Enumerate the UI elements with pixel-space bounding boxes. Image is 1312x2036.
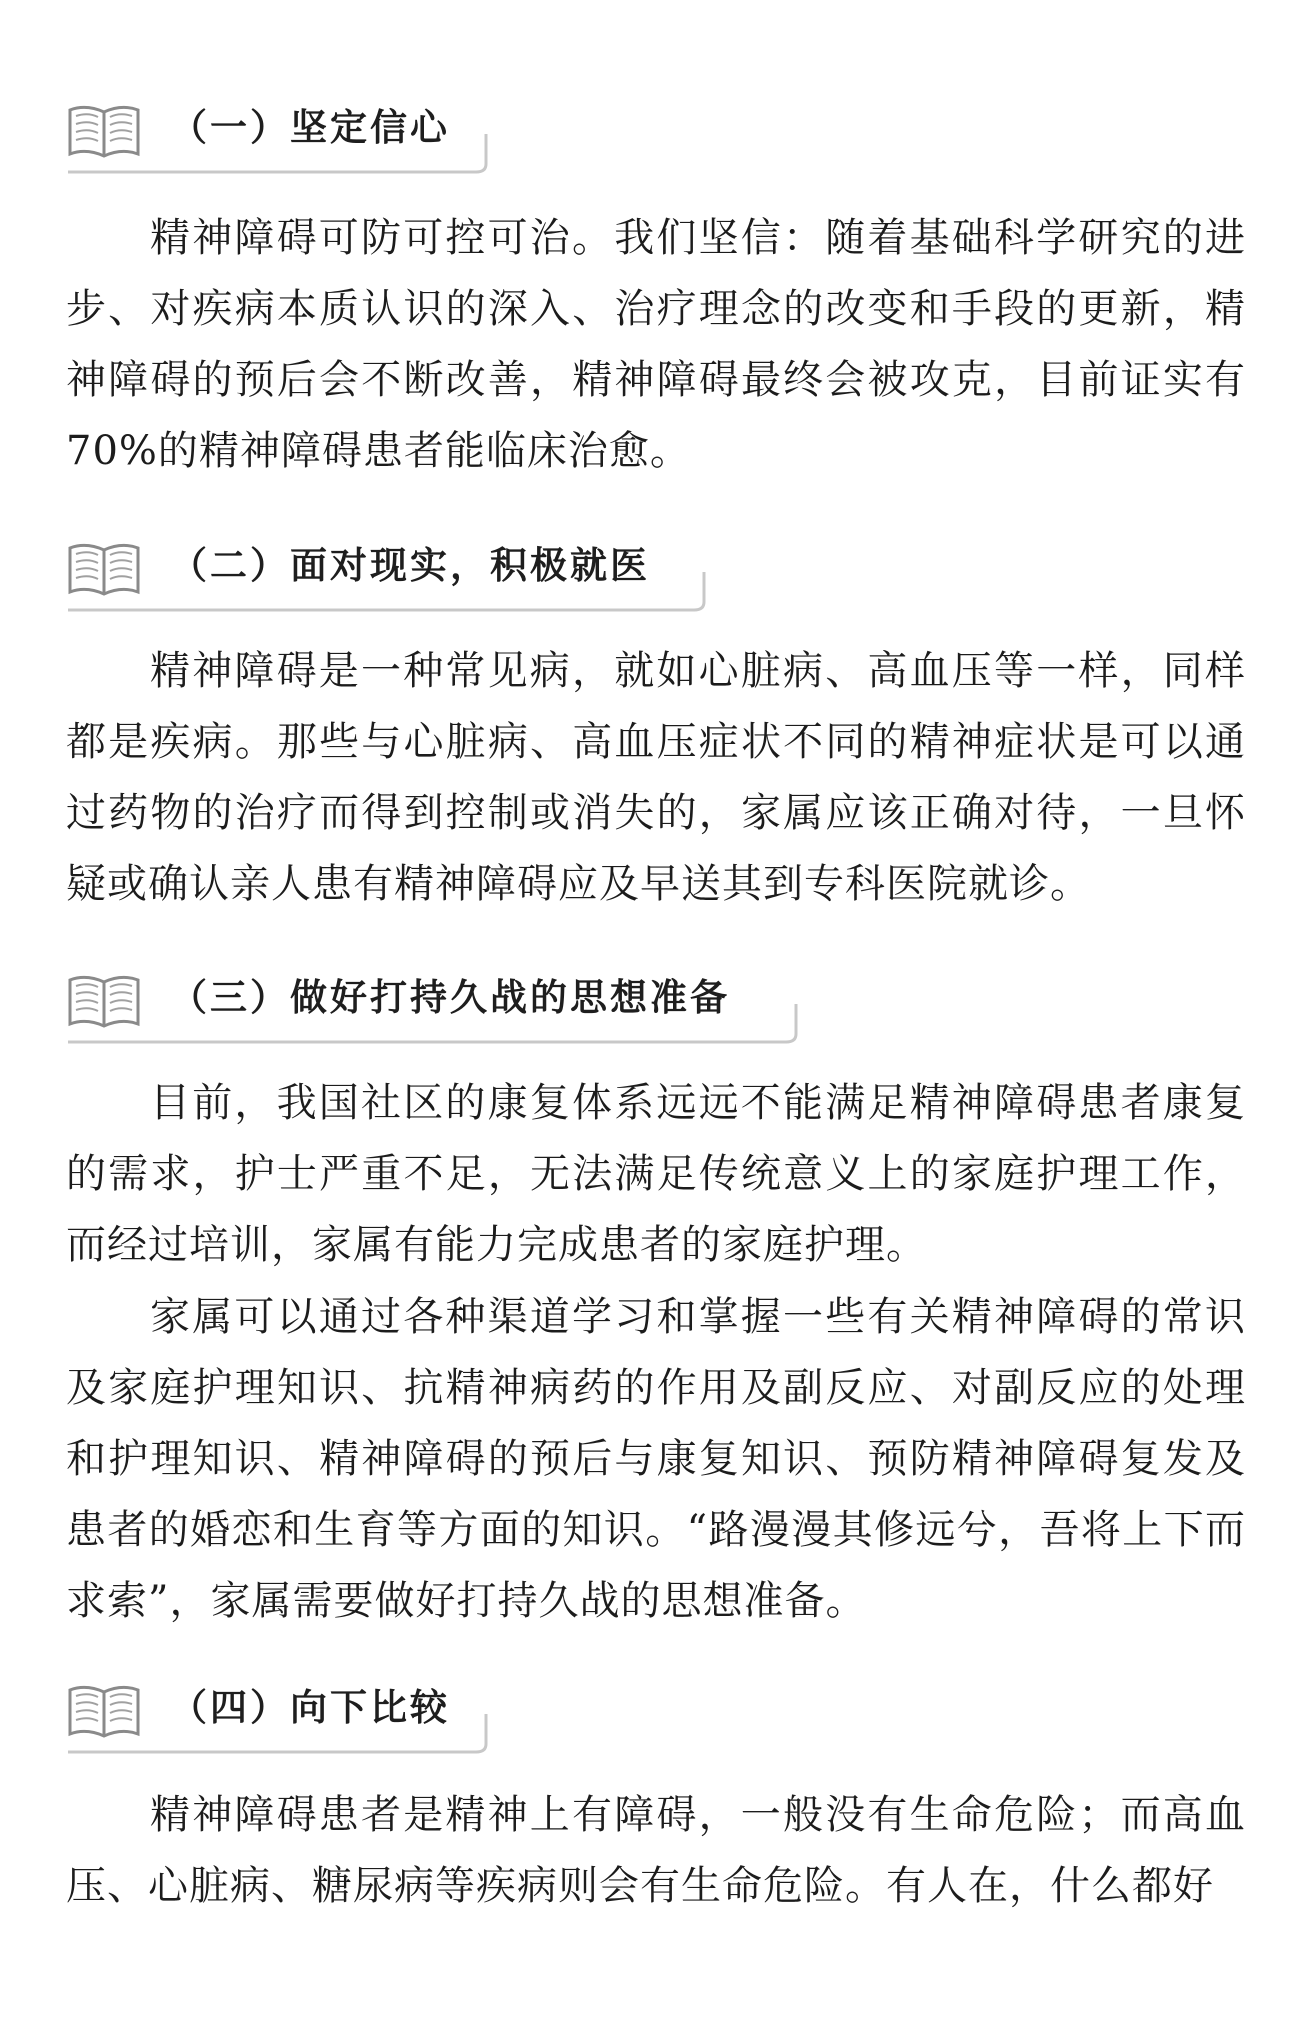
- paragraph: 精神障碍可防可控可治。我们坚信：随着基础科学研究的进步、对疾病本质认识的深入、治疗理念的改变和手段的更新，精神障碍的预后会不断改善，精神障碍最终会被攻克，目前证实有70%的精神障碍患者能临床治愈。: [66, 215, 1246, 474]
- paragraph: 精神障碍是一种常见病，就如心脏病、高血压等一样，同样都是疾病。那些与心脏病、高血压症状不同的精神症状是可以通过药物的治疗而得到控制或消失的，家属应该正确对待，一旦怀疑或确认亲人患有精神障碍应及早送其到专科医院就诊。: [66, 648, 1246, 907]
- section-heading-title: （一）坚定信心: [170, 106, 450, 149]
- paragraph: 目前，我国社区的康复体系远远不能满足精神障碍患者康复的需求，护士严重不足，无法满足传统意义上的家庭护理工作，而经过培训，家属有能力完成患者的家庭护理。: [66, 1080, 1246, 1268]
- section-heading-title: （三）做好打持久战的思想准备: [170, 976, 730, 1019]
- section-heading-title: （四）向下比较: [170, 1686, 450, 1729]
- paragraph: 家属可以通过各种渠道学习和掌握一些有关精神障碍的常识及家庭护理知识、抗精神病药的作用及副反应、对副反应的处理和护理知识、精神障碍的预后与康复知识、预防精神障碍复发及患者的婚恋和生育等方面的知识。“路漫漫其修远兮，吾将上下而求索”，家属需要做好打持久战的思想准备。: [66, 1294, 1246, 1624]
- paragraph: 精神障碍患者是精神上有障碍，一般没有生命危险；而高血压、心脏病、糖尿病等疾病则会有生命危险。有人在，什么都好: [66, 1792, 1246, 1909]
- section-heading-title: （二）面对现实，积极就医: [170, 544, 650, 587]
